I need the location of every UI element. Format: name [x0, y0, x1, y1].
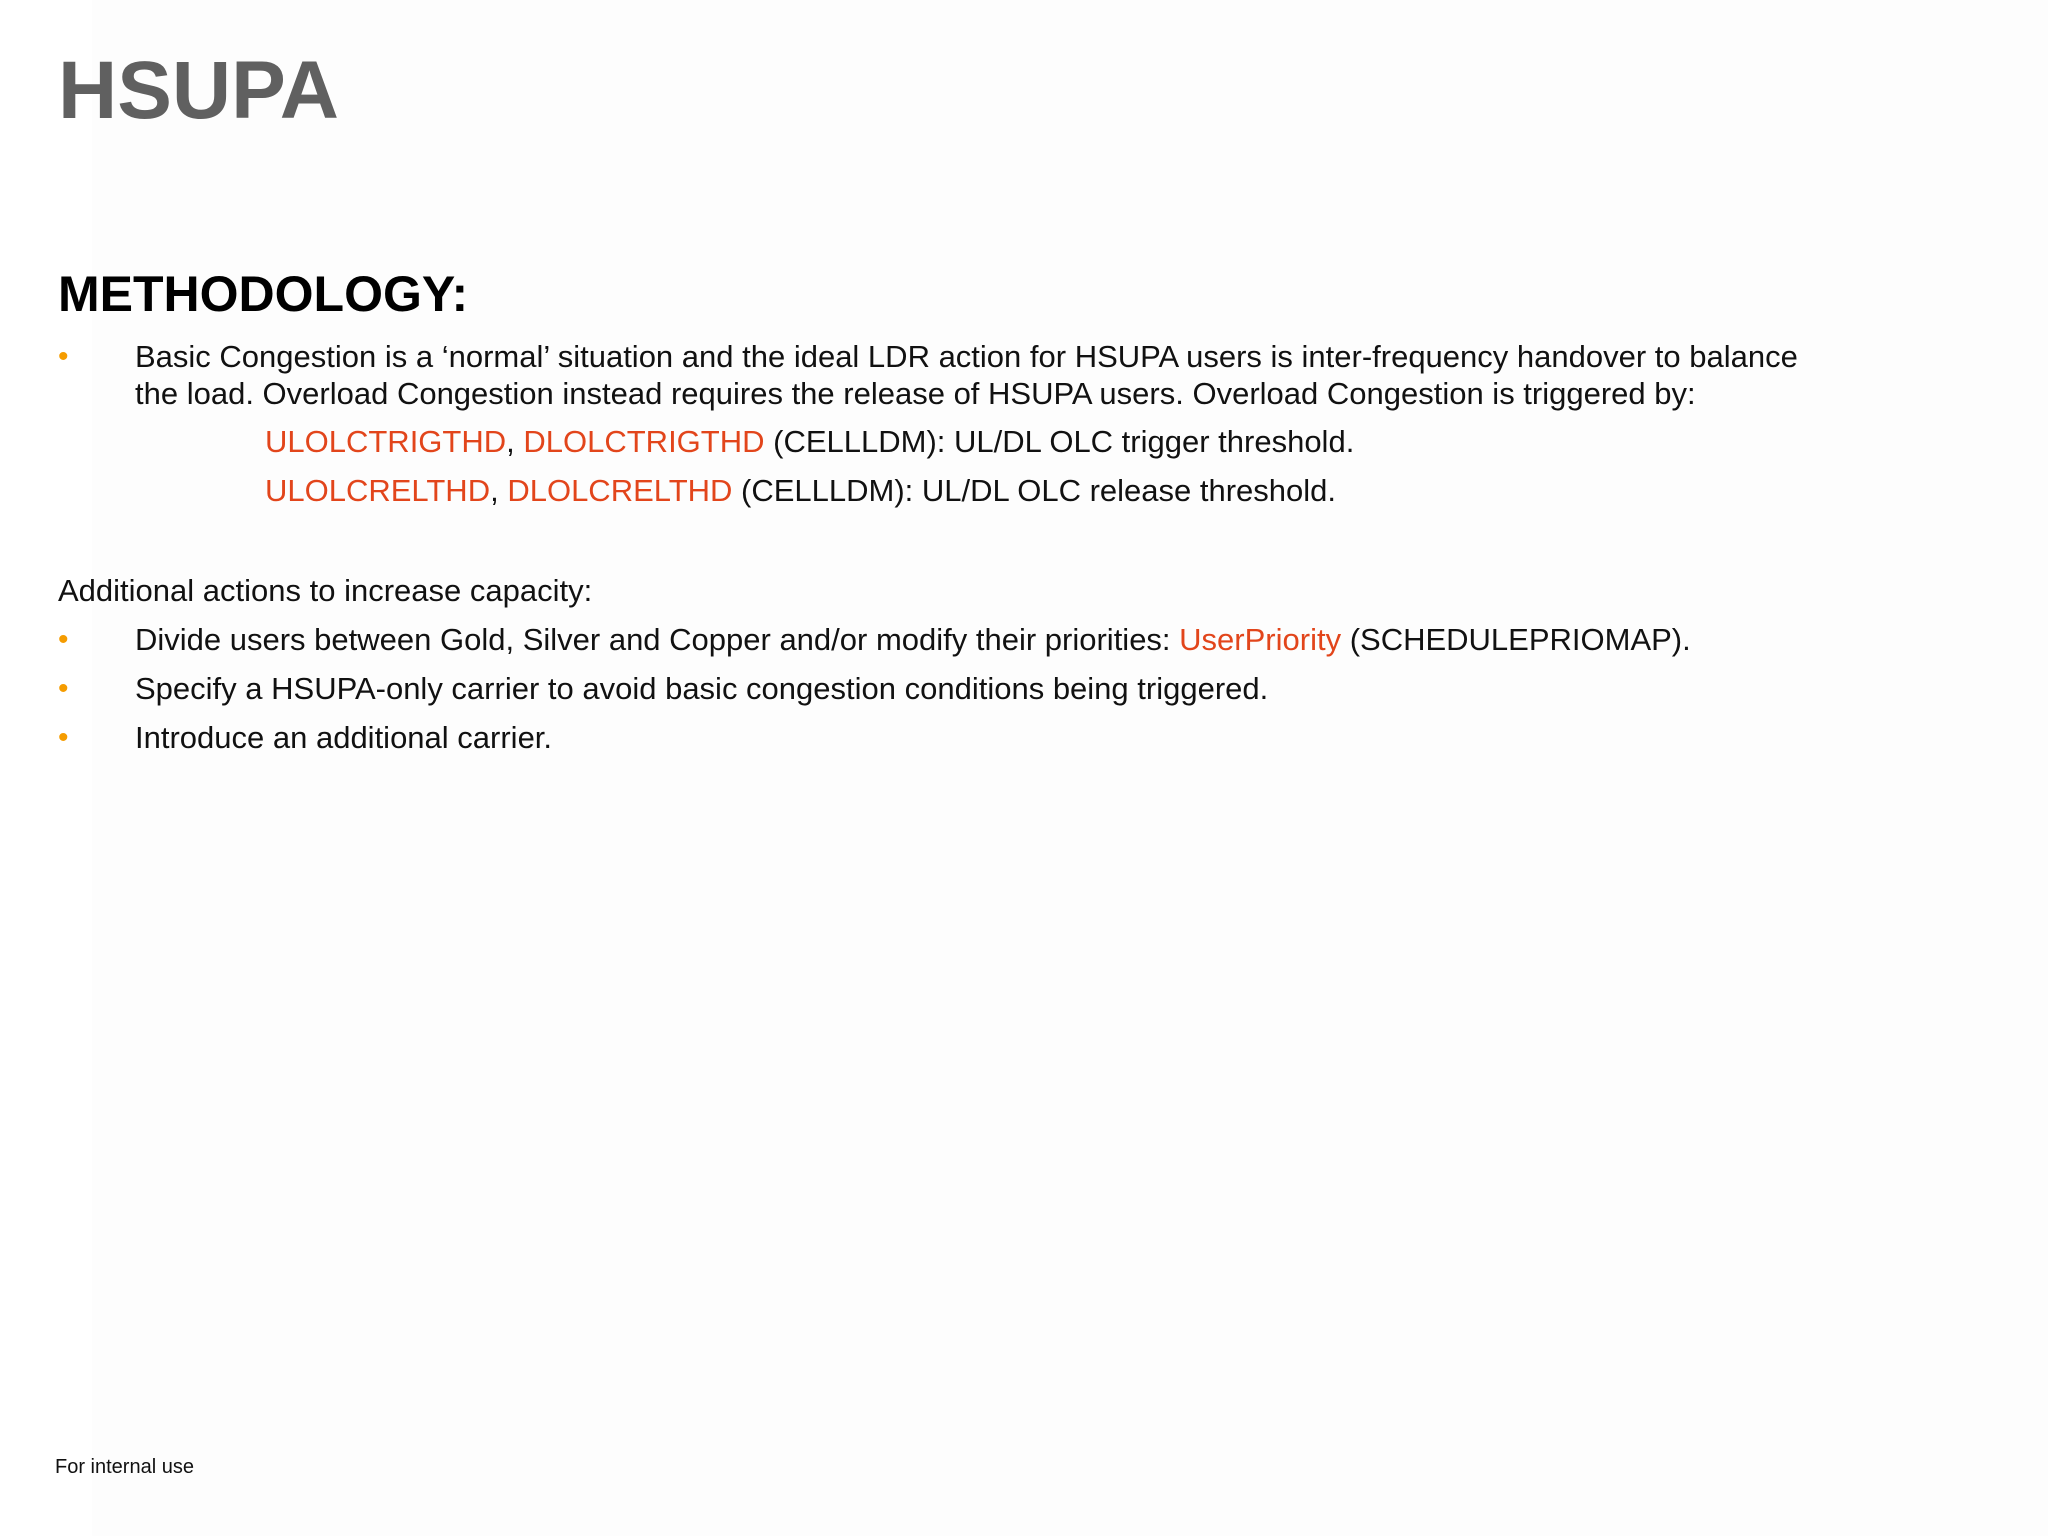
parameter-name: UserPriority	[1179, 622, 1342, 657]
additional-actions-heading: Additional actions to increase capacity:	[58, 573, 593, 608]
bullet-icon: •	[58, 721, 69, 754]
bullet-icon: •	[58, 340, 69, 373]
release-threshold-line	[58, 472, 1988, 509]
bullet-item	[58, 719, 1988, 756]
bullet-text-line: Basic Congestion is a ‘normal’ situation and the ideal LDR action for HSUPA users is inter-frequency handover to balance	[135, 339, 1798, 374]
bullet-icon: •	[58, 672, 69, 705]
bullet-text: Introduce an additional carrier.	[135, 720, 553, 755]
parameter-name: DLOLCRELTHD	[507, 473, 733, 508]
bullet-text: Divide users between Gold, Silver and Copper and/or modify their priorities:	[135, 622, 1180, 657]
parameter-description: (CELLLDM): UL/DL OLC trigger threshold.	[764, 424, 1355, 459]
footer-label: For internal use	[55, 1456, 194, 1478]
separator: ,	[490, 473, 508, 508]
slide-panel	[92, 0, 2048, 1536]
parameter-name: DLOLCTRIGTHD	[523, 424, 765, 459]
trigger-threshold-line	[58, 423, 1988, 460]
bullet-item	[58, 621, 1988, 658]
bullet-item	[58, 338, 1988, 412]
parameter-description: (CELLLDM): UL/DL OLC release threshold.	[732, 473, 1337, 508]
bullet-text-line: the load. Overload Congestion instead requires the release of HSUPA users. Overload Congestion is triggered by:	[135, 376, 1696, 411]
parameter-name: ULOLCTRIGTHD	[265, 424, 507, 459]
methodology-block	[58, 338, 1988, 509]
section-heading: METHODOLOGY:	[58, 266, 469, 322]
bullet-text: (SCHEDULEPRIOMAP).	[1341, 622, 1691, 657]
slide-title: HSUPA	[58, 45, 339, 136]
parameter-name: ULOLCRELTHD	[265, 473, 491, 508]
bullet-icon: •	[58, 623, 69, 656]
bullet-text: Specify a HSUPA-only carrier to avoid basic congestion conditions being triggered.	[135, 671, 1269, 706]
additional-actions-block	[58, 572, 1988, 756]
separator: ,	[506, 424, 524, 459]
bullet-item	[58, 670, 1988, 707]
